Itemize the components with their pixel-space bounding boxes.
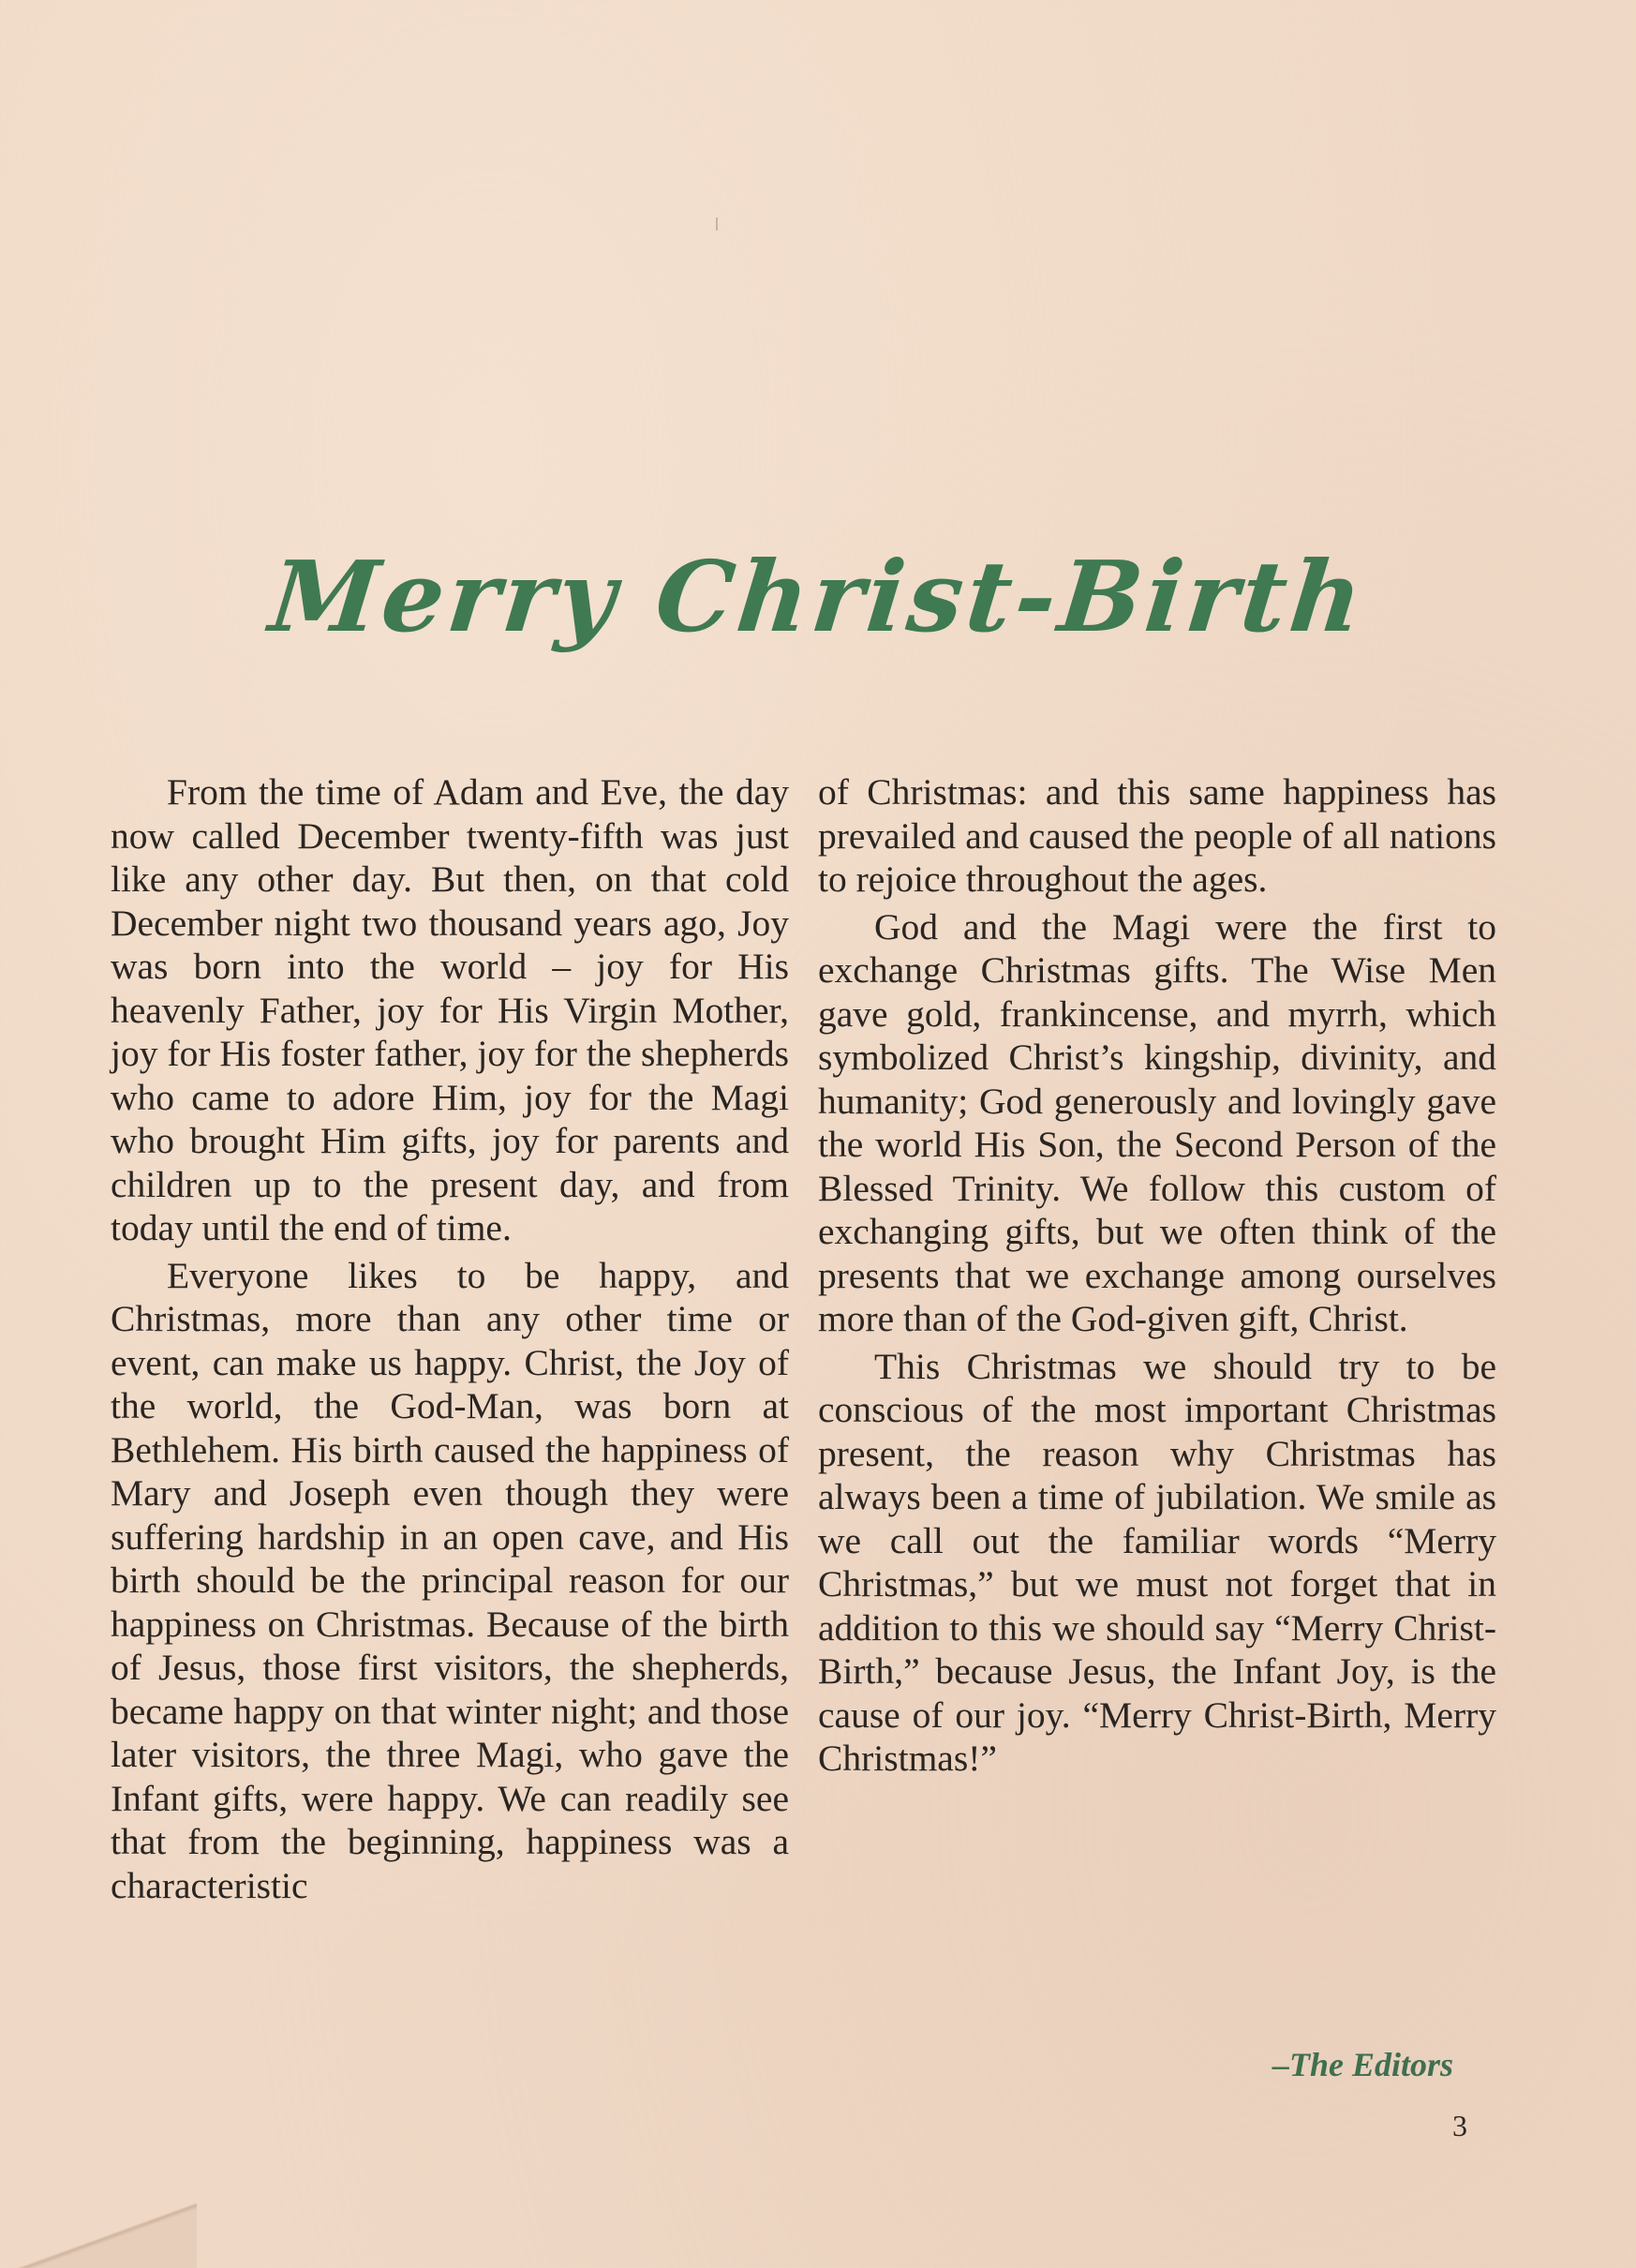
paragraph-continuation: of Christmas: and this same happiness has prevailed and caused the people of all nations to rejoice throughout the ages. bbox=[818, 771, 1496, 900]
paragraph: God and the Magi were the first to exchange Christmas gifts. The Wise Men gave gold, frankincense, and myrrh, which symbolized Christ’s kingship, divinity, and humanity; God generously and lovingly gave the world His Son, the Second Person of the Blessed Trinity. We follow this custom of exchanging gifts, but we often think of the presents that we exchange among ourselves more than of the God-given gift, Christ. bbox=[818, 905, 1496, 1339]
page-number: 3 bbox=[1452, 2109, 1467, 2142]
page-title: Merry Christ-Birth bbox=[264, 538, 1372, 654]
paragraph: From the time of Adam and Eve, the day now called December twenty-fifth was just like any other day. But then, on that cold December night two thousand years ago, Joy was born into the world – joy for His heavenly Father, joy for His Virgin Mother, joy for His foster father, joy for the shepherds who came to adore Him, joy for the Magi who brought Him gifts, joy for parents and children up to the present day, and from today until the end of time. bbox=[111, 771, 789, 1248]
page-center-mark bbox=[716, 217, 718, 231]
article-column-left bbox=[111, 770, 789, 1907]
article-column-right bbox=[818, 770, 1496, 1781]
paper-corner-fold bbox=[0, 2202, 197, 2268]
paragraph: Everyone likes to be happy, and Christmas, more than any other time or event, can make us happy. Christ, the Joy of the world, the God-Man, was born at Bethlehem. His birth caused the happiness of Mary and Joseph even though they were suffering hardship in an open cave, and His birth should be the principal reason for our happiness on Christmas. Because of the birth of Jesus, those first visitors, the shepherds, became happy on that winter night; and those later visitors, the three Magi, who gave the Infant gifts, were happy. We can readily see that from the beginning, happiness was a characteristic bbox=[111, 1254, 789, 1906]
paragraph: This Christmas we should try to be conscious of the most important Christmas present, the reason why Christmas has always been a time of jubilation. We smile as we call out the familiar words “Merry Christmas,” but we must not forget that in addition to this we should say “Merry Christ-Birth,” because Jesus, the Infant Joy, is the cause of our joy. “Merry Christ-Birth, Merry Christmas!” bbox=[818, 1345, 1496, 1779]
signature: –The Editors bbox=[1272, 2046, 1453, 2083]
